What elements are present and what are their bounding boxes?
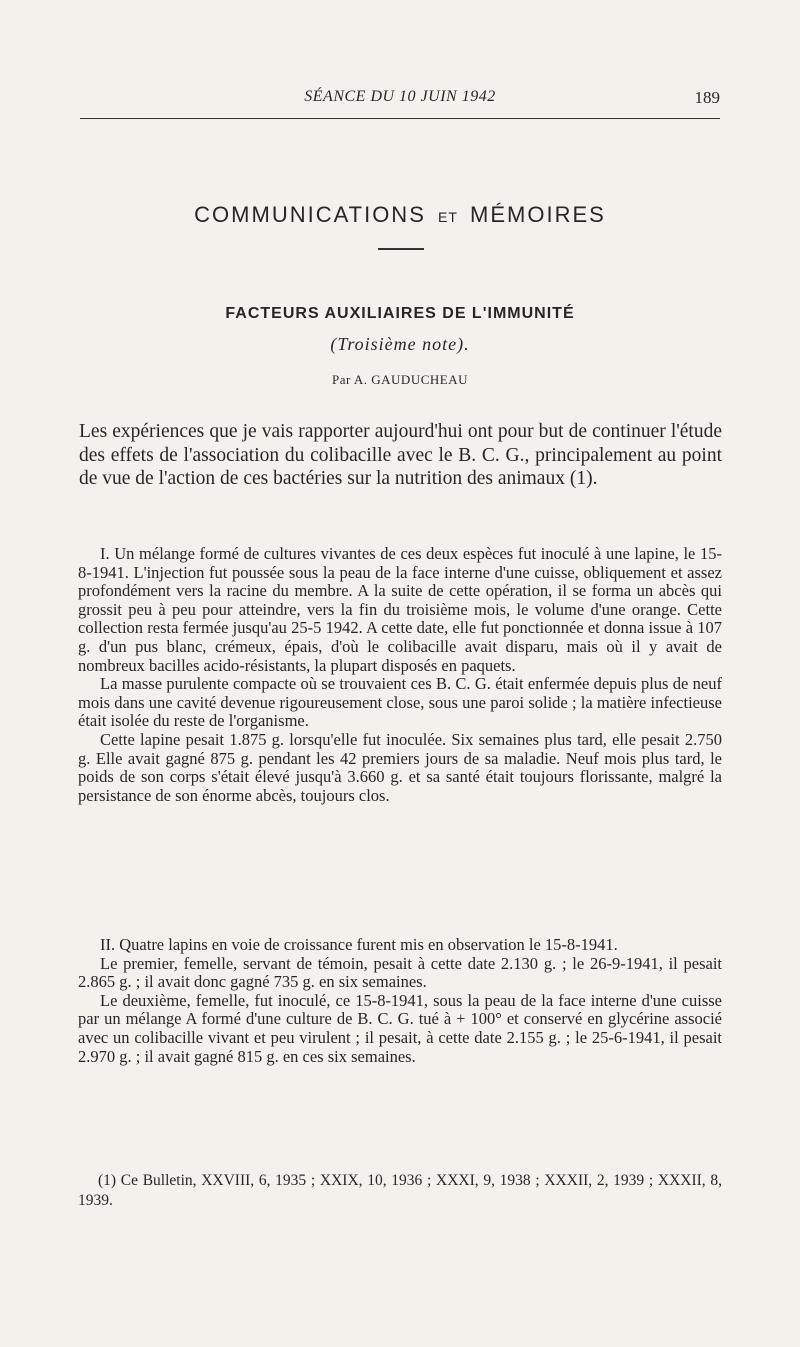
article-subtitle: (Troisième note). — [330, 334, 470, 354]
section-rule — [378, 248, 424, 250]
footnote: (1) Ce Bulletin, XXVIII, 6, 1935 ; XXIX, 10, 1936 ; XXXI, 9, 1938 ; XXXII, 2, 1939 ; XXXII, 8, 1939. — [78, 1172, 722, 1209]
paragraph: Cette lapine pesait 1.875 g. lorsqu'elle fut inoculée. Six semaines plus tard, elle pesait 2.750 g. Elle avait gagné 875 g. pendant les 42 premiers jours de sa maladie. Neuf mois plus tard, le poids de son corps s'était élevé jusqu'à 3.660 g. et sa santé était toujours florissante, malgré la persistance de son énorme abcès, toujours clos. — [78, 729, 722, 805]
part-two — [78, 936, 722, 1066]
part-one — [78, 545, 722, 805]
section-title-part-2: MÉMOIRES — [470, 202, 606, 227]
running-title: SÉANCE DU 10 JUIN 1942 — [304, 88, 496, 105]
section-title-connector: ET — [438, 209, 458, 225]
page-number: 189 — [694, 88, 720, 107]
paragraph: La masse purulente compacte où se trouvaient ces B. C. G. était enfermée depuis plus de neuf mois dans une cavité devenue rigoureusement close, sous une paroi solide ; la matière infectieuse était isolée du reste de l'organisme. — [78, 674, 722, 731]
running-header — [80, 88, 720, 112]
article-byline: Par A. GAUDUCHEAU — [332, 372, 468, 387]
header-rule — [80, 118, 720, 119]
paragraph: Le premier, femelle, servant de témoin, pesait à cette date 2.130 g. ; le 26-9-1941, il pesait 2.865 g. ; il avait donc gagné 735 g. en six semaines. — [78, 953, 722, 992]
paragraph: Le deuxième, femelle, fut inoculé, ce 15-8-1941, sous la peau de la face interne d'une cuisse par un mélange A formé d'une culture de B. C. G. tué à + 100° et conservé en glycérine associé avec un colibacille vivant et peu virulent ; il pesait, à cette date 2.155 g. ; le 25-6-1941, il pesait 2.970 g. ; il avait gagné 815 g. en ces six semaines. — [78, 990, 722, 1066]
section-title — [80, 202, 720, 228]
section-title-part-1: COMMUNICATIONS — [194, 202, 426, 227]
paragraph: I. Un mélange formé de cultures vivantes de ces deux espèces fut inoculé à une lapine, le 15-8-1941. L'injection fut poussée sous la peau de la face interne d'une cuisse, obliquement et assez profondément vers la racine du membre. A la suite de cette opération, il se forma un abcès qui grossit peu à peu pour atteindre, vers la fin du troisième mois, le volume d'une orange. Cette collection resta fermée jusqu'au 25-5 1942. A cette date, elle fut ponctionnée et donna issue à 107 g. d'un pus blanc, crémeux, épais, d'où le colibacille avait disparu, mais où il y avait de nombreux bacilles acido-résistants, la plupart disposés en paquets. — [78, 544, 722, 675]
article-title: FACTEURS AUXILIAIRES DE L'IMMUNITÉ — [225, 305, 575, 322]
intro-paragraph: Les expériences que je vais rapporter aujourd'hui ont pour but de continuer l'étude des effets de l'association du colibacille avec le B. C. G., principalement au point de vue de l'action de ces bactéries sur la nutrition des animaux (1). — [79, 421, 722, 489]
paragraph: II. Quatre lapins en voie de croissance furent mis en observation le 15-8-1941. — [100, 935, 618, 954]
